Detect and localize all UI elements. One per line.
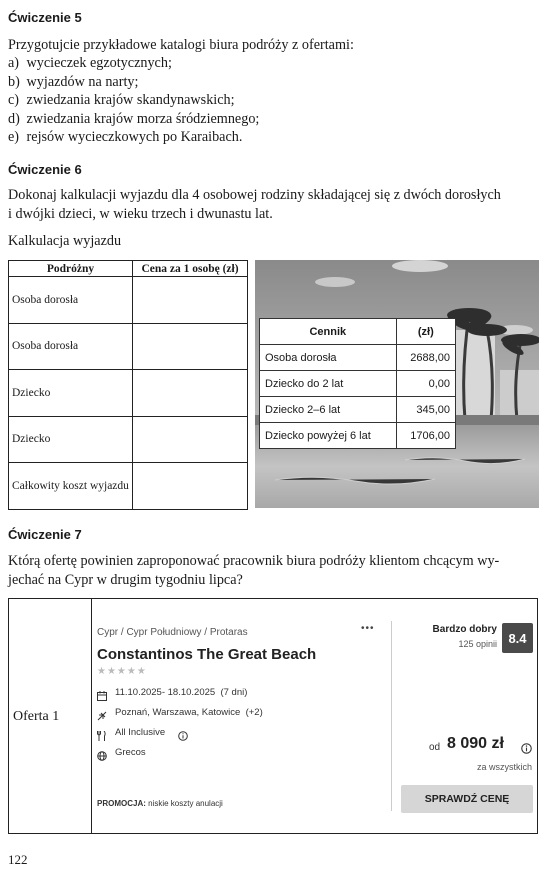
globe-icon (97, 748, 107, 766)
plane-icon (97, 708, 107, 726)
exercise-7-title: Ćwiczenie 7 (8, 527, 82, 542)
calculation-table (8, 260, 248, 510)
calc-row-price-cell[interactable] (133, 323, 248, 370)
offer-label-cell (9, 599, 92, 833)
price-info-icon[interactable] (521, 741, 532, 759)
list-item-letter: c) (8, 92, 20, 108)
more-options-icon[interactable]: ••• (361, 623, 375, 634)
exercise-5-title: Ćwiczenie 5 (8, 10, 82, 25)
calc-row-price-cell[interactable] (133, 370, 248, 417)
exercise-5-intro: Przygotujcie przykładowe katalogi biura podróży z ofertami: (8, 37, 354, 53)
calc-row-label: Osoba dorosła (9, 323, 133, 370)
list-item-text: wycieczek egzotycznych; (26, 55, 172, 71)
calc-header-traveler: Podróżny (9, 261, 133, 277)
trip-dates: 11.10.2025- 18.10.2025 (7 dni) (115, 687, 248, 698)
list-item-text: zwiedzania krajów skandynawskich; (26, 92, 235, 108)
exercise-7-text-line1: Którą ofertę powinien zaproponować pracownik biura podróży klientom chcącym wy- (8, 553, 500, 569)
price-row-label: Osoba dorosła (260, 345, 397, 371)
hotel-name[interactable]: Constantinos The Great Beach (97, 646, 317, 663)
calc-row-price-cell[interactable] (133, 416, 248, 463)
price-row-label: Dziecko do 2 lat (260, 371, 397, 397)
card-divider (391, 621, 392, 811)
exercise-7-text-line2: jechać na Cypr w drugim tygodniu lipca? (8, 572, 243, 588)
price-list-table (259, 318, 456, 449)
board-type: All Inclusive (115, 727, 166, 738)
exercise-6-text-line1: Dokonaj kalkulacji wyjazdu dla 4 osobowej rodziny składającej się z dwóch dorosłych (8, 187, 501, 203)
exercise-6-title: Ćwiczenie 6 (8, 162, 82, 177)
check-price-button[interactable]: SPRAWDŹ CENĘ (401, 785, 533, 813)
exercise-5-list-item (8, 128, 259, 147)
list-item-letter: a) (8, 55, 20, 71)
rating-count[interactable]: 125 opinii (458, 639, 497, 649)
price-note: za wszystkich (476, 762, 532, 772)
list-item-text: rejsów wycieczkowych po Karaibach. (26, 129, 243, 145)
price-row-label: Dziecko 2–6 lat (260, 397, 397, 423)
star-rating-icon: ★★★★★ (97, 666, 147, 677)
page-number: 122 (8, 852, 28, 867)
exercise-5-list (8, 54, 259, 147)
tour-operator: Grecos (115, 747, 146, 758)
promotion-text: niskie koszty anulacji (148, 799, 223, 808)
promotion-label: PROMOCJA: (97, 799, 146, 808)
offer-label: Oferta 1 (13, 709, 60, 724)
price-row-value: 2688,00 (396, 345, 455, 371)
calculation-subtitle: Kalkulacja wyjazdu (8, 233, 122, 249)
price-header-label: Cennik (260, 319, 397, 345)
calc-header-price: Cena za 1 osobę (zł) (133, 261, 248, 277)
price-row-value: 345,00 (396, 397, 455, 423)
price-header-unit: (zł) (396, 319, 455, 345)
offer-price: 8 090 zł (447, 735, 504, 752)
calendar-icon (97, 688, 107, 706)
price-prefix: od (429, 742, 441, 753)
cutlery-icon (97, 728, 107, 746)
calc-row-price-cell[interactable] (133, 463, 248, 510)
exercise-5-list-item (8, 91, 259, 110)
list-item-letter: d) (8, 110, 20, 127)
calc-row-price-cell[interactable] (133, 277, 248, 324)
price-row-value: 1706,00 (396, 423, 455, 449)
calc-row-label: Całkowity koszt wyjazdu (9, 463, 133, 510)
list-item-letter: e) (8, 129, 20, 145)
list-item-letter: b) (8, 73, 20, 90)
calc-row-label: Dziecko (9, 416, 133, 463)
info-icon[interactable] (178, 728, 188, 746)
breadcrumb[interactable]: Cypr / Cypr Południowy / Protaras (97, 627, 248, 638)
calc-row-label: Dziecko (9, 370, 133, 417)
list-item-text: wyjazdów na narty; (26, 73, 139, 90)
rating-score-badge: 8.4 (502, 623, 533, 653)
exercise-5-list-item (8, 73, 259, 92)
exercise-5-list-item (8, 54, 259, 73)
departure-cities: Poznań, Warszawa, Katowice (+2) (115, 707, 263, 718)
list-item-text: zwiedzania krajów morza śródziemnego; (26, 110, 260, 127)
offer-box (8, 598, 538, 834)
calc-row-label: Osoba dorosła (9, 277, 133, 324)
promotion-note (97, 799, 223, 808)
price-row-label: Dziecko powyżej 6 lat (260, 423, 397, 449)
exercise-5-list-item (8, 110, 259, 129)
rating-word: Bardzo dobry (432, 624, 497, 635)
price-row-value: 0,00 (396, 371, 455, 397)
exercise-6-text-line2: i dwójki dzieci, w wieku trzech i dwunastu lat. (8, 206, 273, 222)
